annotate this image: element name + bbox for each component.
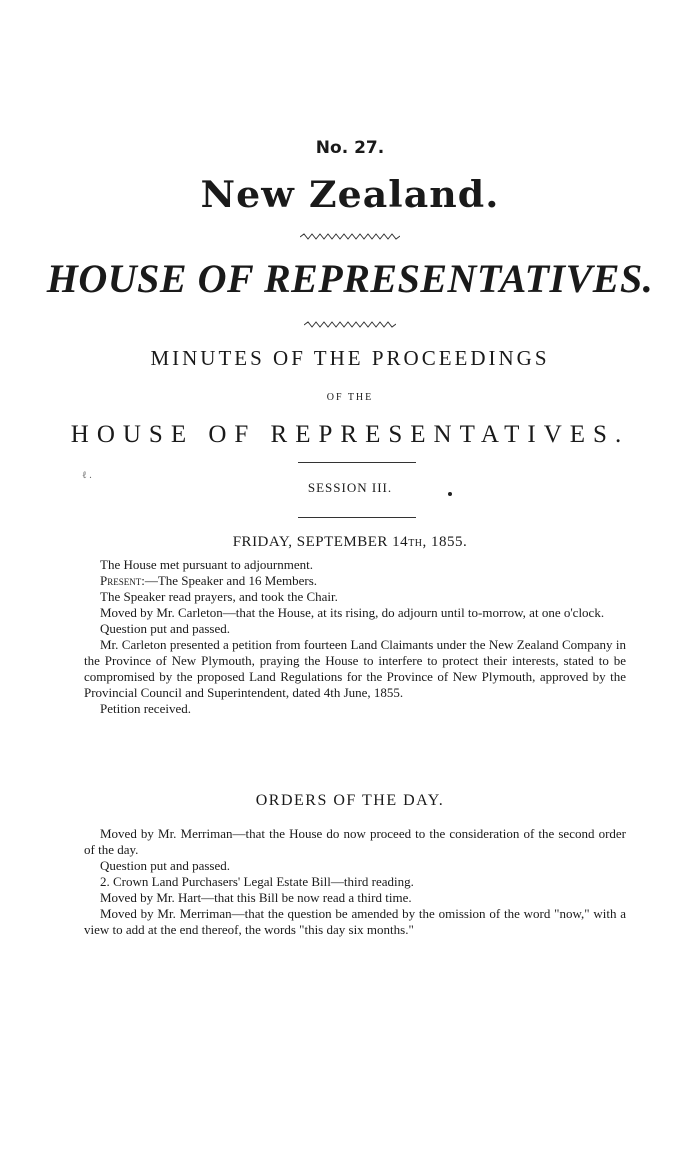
wavy-rule-icon [300,233,400,241]
rule-bottom [298,517,416,518]
proceedings-paragraph: Moved by Mr. Carleton—that the House, at its rising, do adjourn until to-morrow, at one o'clock. [100,605,605,620]
proceedings-paragraph [84,573,626,589]
proceedings-paragraph: Question put and passed. [100,621,230,636]
date-year: , 1855. [422,534,468,550]
date-prefix: FRIDAY, SEPTEMBER 14 [232,534,409,550]
proceedings-paragraph: The Speaker read prayers, and took the Chair. [100,589,338,604]
orders-paragraph: Moved by Mr. Merriman—that the question be amended by the omission of the word "now," with a view to add at the end thereof, the words "this day six months." [84,906,626,937]
ink-dot [448,492,452,496]
orders-heading: ORDERS OF THE DAY. [255,792,445,809]
session-label: SESSION III. [307,480,393,495]
present-label: Present [100,573,142,588]
proceedings-paragraph: Mr. Carleton presented a petition from fourteen Land Claimants under the New Zealand Company in the Province of New Plymouth, praying the House to interfere to protect their interests, stated to be compromised by the proposed Land Regulations for the Province of New Plymouth, approved by the Provincial Council and Superintendent, dated 4th June, 1855. [84,637,626,700]
present-text: :—The Speaker and 16 Members. [141,573,318,588]
main-title: HOUSE OF REPRESENTATIVES. [46,256,654,301]
ornament-divider-middle [0,316,700,334]
margin-mark: ℓ . [82,470,92,481]
orders-paragraph: 2. Crown Land Purchasers' Legal Estate Bill—third reading. [100,874,414,889]
proceedings-section [84,557,626,717]
country-title: New Zealand. [200,174,500,216]
paper-number: No. 27. [315,138,385,158]
rule-top [298,462,416,463]
orders-section [84,826,626,938]
house-heading: HOUSE OF REPRESENTATIVES. [70,421,630,448]
of-the-label: OF THE [326,392,374,403]
orders-paragraph: Question put and passed. [100,858,230,873]
orders-paragraph: Moved by Mr. Merriman—that the House do now proceed to the consideration of the second order of the day. [84,826,626,857]
orders-paragraph: Moved by Mr. Hart—that this Bill be now read a third time. [100,890,412,905]
minutes-heading: MINUTES OF THE PROCEEDINGS [150,346,550,370]
wavy-rule-icon [304,321,396,329]
proceedings-paragraph: The House met pursuant to adjournment. [100,557,314,572]
date-suffix: TH [408,538,423,549]
ornament-divider-top [0,228,700,246]
sitting-date [0,534,700,551]
proceedings-paragraph: Petition received. [100,701,191,716]
